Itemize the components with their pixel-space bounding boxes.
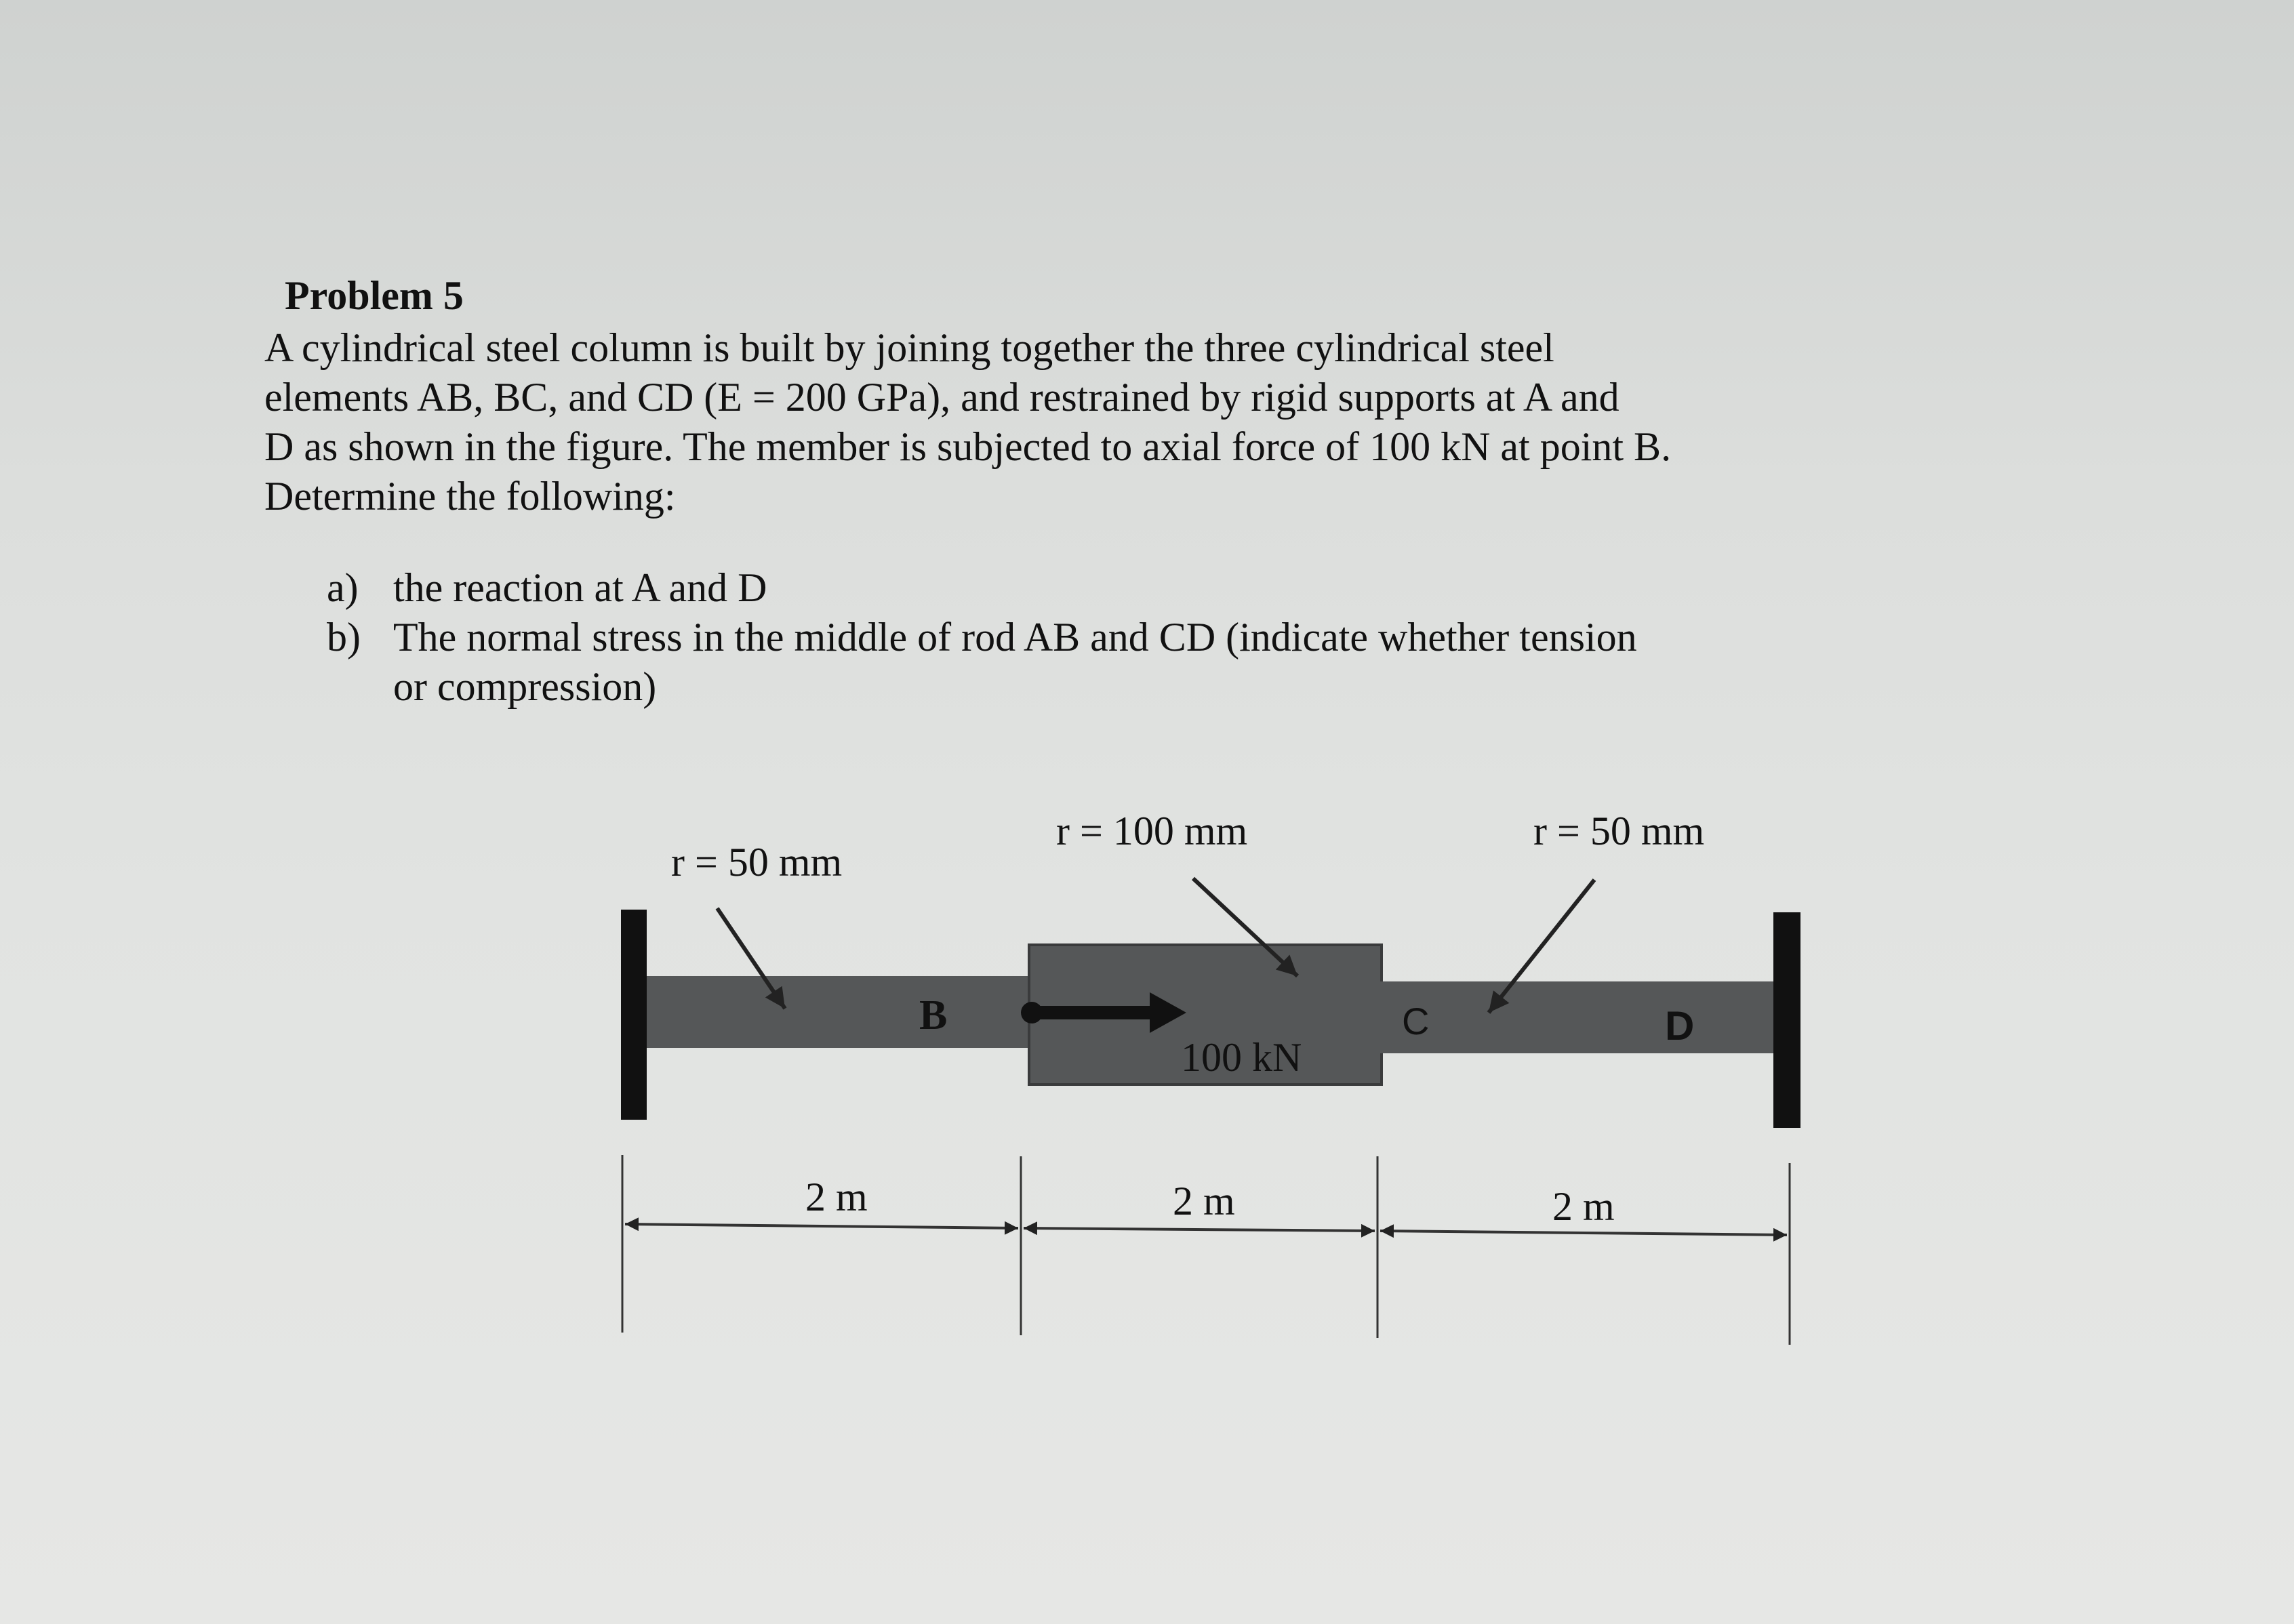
paragraph-line: elements AB, BC, and CD (E = 200 GPa), and restrained by rigid supports at A and (264, 375, 1619, 420)
paragraph-line: Determine the following: (264, 474, 676, 519)
support-a-wall (621, 910, 647, 1120)
rod-cd (1380, 981, 1783, 1053)
dimension-line-ab (625, 1224, 1018, 1228)
point-label-d: D (1665, 1003, 1695, 1049)
item-text: The normal stress in the middle of rod AB and CD (indicate whether tension (393, 615, 1637, 659)
length-label-ab: 2 m (805, 1175, 868, 1219)
dimension-line-bc (1024, 1228, 1375, 1231)
force-label: 100 kN (1181, 1035, 1302, 1080)
support-d-wall (1773, 912, 1800, 1128)
length-label-bc: 2 m (1173, 1179, 1235, 1223)
radius-label-ab: r = 50 mm (671, 840, 843, 885)
radius-label-cd: r = 50 mm (1533, 809, 1705, 853)
rod-ab (637, 976, 1030, 1048)
paragraph-line: D as shown in the figure. The member is subjected to axial force of 100 kN at point B. (264, 424, 1672, 469)
paragraph-line: A cylindrical steel column is built by joining together the three cylindrical steel (264, 325, 1554, 370)
problem-title: Problem 5 (285, 273, 464, 318)
item-text: the reaction at A and D (393, 565, 767, 610)
item-marker: b) (327, 615, 361, 659)
length-label-cd: 2 m (1552, 1184, 1615, 1229)
item-marker: a) (327, 565, 359, 610)
item-text-continued: or compression) (393, 664, 657, 709)
point-label-c: C (1402, 1000, 1430, 1042)
radius-label-bc: r = 100 mm (1056, 809, 1248, 853)
point-label-b: B (919, 992, 948, 1038)
dimension-line-cd (1380, 1231, 1787, 1235)
